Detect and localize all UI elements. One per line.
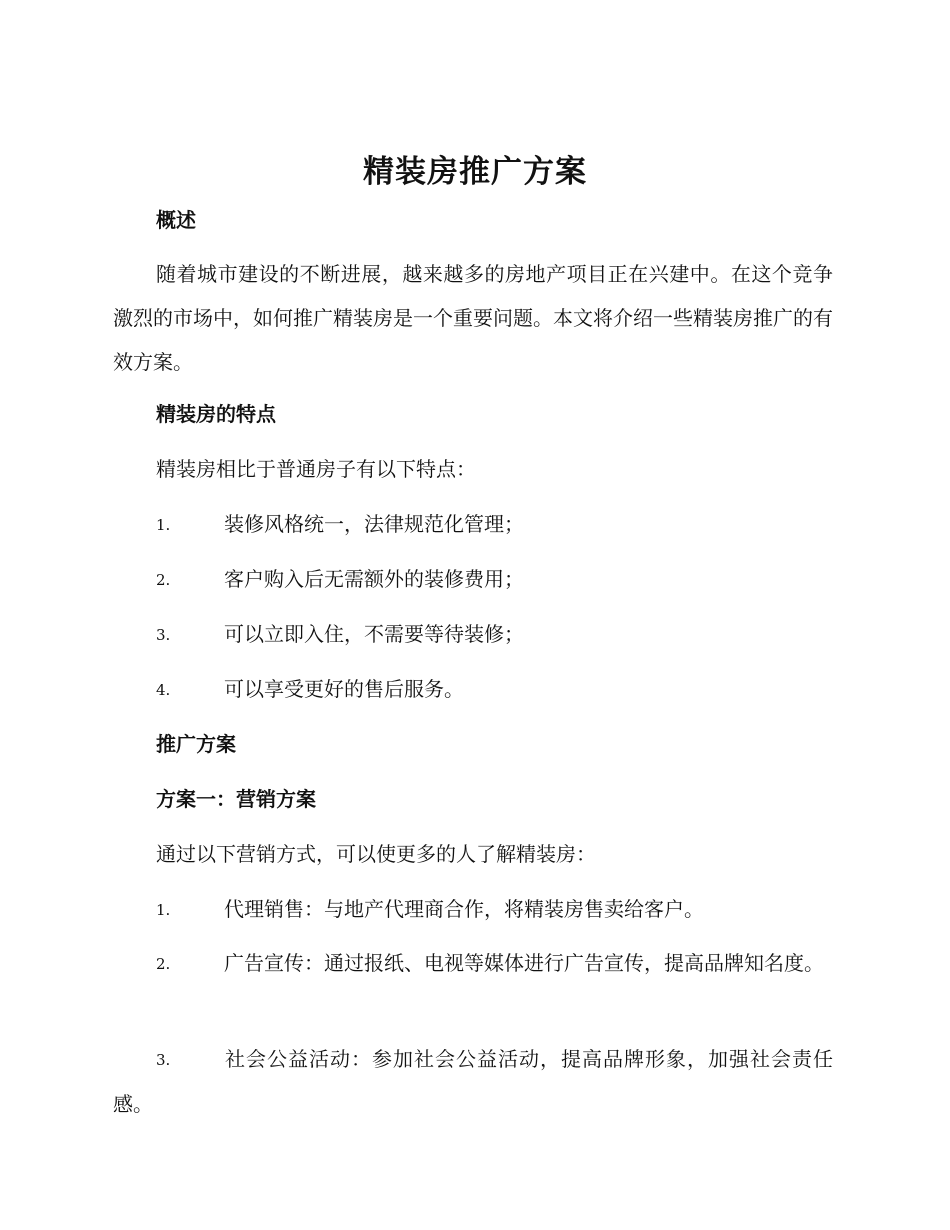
list-text: 装修风格统一，法律规范化管理； xyxy=(224,512,524,536)
list-text: 可以享受更好的售后服务。 xyxy=(224,677,464,701)
list-text: 广告宣传：通过报纸、电视等媒体进行广告宣传，提高品牌知名度。 xyxy=(224,951,824,975)
plan-1-item-2 xyxy=(113,941,833,986)
overview-paragraph: 随着城市建设的不断进展，越来越多的房地产项目正在兴建中。在这个竞争激烈的市场中，如何推广精装房是一个重要问题。本文将介绍一些精装房推广的有效方案。 xyxy=(113,262,833,374)
list-number: 1. xyxy=(156,901,171,919)
feature-item-3 xyxy=(156,619,524,650)
feature-item-1 xyxy=(156,509,524,540)
list-text: 社会公益活动：参加社会公益活动，提高品牌形象，加强社会责任感。 xyxy=(113,1047,833,1116)
features-intro: 精装房相比于普通房子有以下特点： xyxy=(156,457,476,481)
feature-item-4 xyxy=(156,674,464,705)
heading-overview: 概述 xyxy=(156,208,196,232)
list-text: 客户购入后无需额外的装修费用； xyxy=(224,567,524,591)
document-title: 精装房推广方案 xyxy=(363,154,587,190)
list-text: 可以立即入住，不需要等待装修； xyxy=(224,622,524,646)
plan-1-item-1 xyxy=(156,894,704,925)
heading-promotion: 推广方案 xyxy=(156,732,236,756)
list-number: 2. xyxy=(156,571,171,589)
list-number: 3. xyxy=(156,626,171,644)
feature-item-2 xyxy=(156,564,524,595)
heading-features: 精装房的特点 xyxy=(156,402,276,426)
list-number: 1. xyxy=(156,516,171,534)
list-number: 4. xyxy=(156,681,171,699)
plan-1-intro: 通过以下营销方式，可以使更多的人了解精装房： xyxy=(156,842,596,866)
plan-1-item-3 xyxy=(113,1037,833,1126)
list-number: 2. xyxy=(156,955,171,973)
heading-plan-1: 方案一：营销方案 xyxy=(156,787,316,811)
list-text: 代理销售：与地产代理商合作，将精装房售卖给客户。 xyxy=(224,897,704,921)
list-number: 3. xyxy=(156,1051,171,1069)
